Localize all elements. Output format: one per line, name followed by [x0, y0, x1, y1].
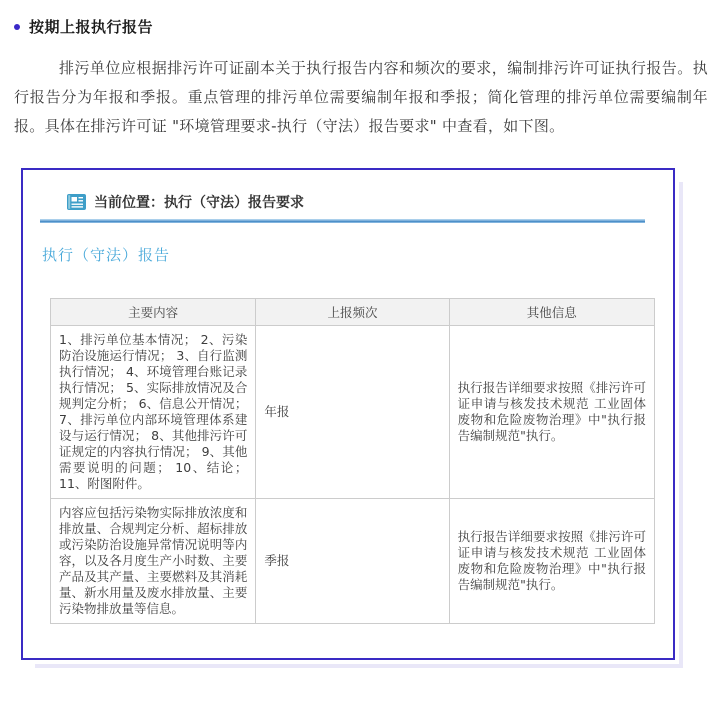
- report-requirements-panel: [21, 168, 675, 660]
- breadcrumb-row: [67, 192, 651, 212]
- cell-annual-frequency: 年报: [256, 326, 449, 499]
- table-row-quarterly: [51, 499, 655, 624]
- table-header-row: [51, 299, 655, 326]
- cell-quarterly-main-content: 内容应包括污染物实际排放浓度和排放量、合规判定分析、超标排放或污染防治设施异常情况说明等内容，以及各月度生产小时数、主要产品及其产量、主要燃料及其消耗量、新水用量及废水排放量、主要污染物排放量等信息。: [51, 499, 256, 624]
- cell-annual-main-content: 1、排污单位基本情况； 2、污染防治设施运行情况； 3、自行监测执行情况； 4、环境管理台账记录执行情况； 5、实际排放情况及合规判定分析； 6、信息公开情况； 7、排污单位内部环境管理体系建设与运行情况； 8、其他排污许可证规定的内容执行情况； 9、其他需要说明的问题； 10、结论； 11、附图附件。: [51, 326, 256, 499]
- topic-heading-row: [14, 16, 708, 37]
- section-heading: 按期上报执行报告: [29, 18, 154, 36]
- intro-paragraph: 排污单位应根据排污许可证副本关于执行报告内容和频次的要求，编制排污许可证执行报告。执行报告分为年报和季报。重点管理的排污单位需要编制年报和季报；简化管理的排污单位需要编制年报。具体在排污许可证 "环境管理要求-执行（守法）报告要求" 中查看，如下图。: [14, 59, 708, 135]
- breadcrumb: 当前位置：执行（守法）报告要求: [94, 195, 304, 211]
- cell-quarterly-other-info: 执行报告详细要求按照《排污许可证申请与核发技术规范 工业固体废物和危险废物治理》中"执行报告编制规范"执行。: [449, 499, 654, 624]
- cell-annual-other-info: 执行报告详细要求按照《排污许可证申请与核发技术规范 工业固体废物和危险废物治理》中"执行报告编制规范"执行。: [449, 326, 654, 499]
- report-requirements-table: [50, 298, 655, 624]
- col-header-main-content: 主要内容: [51, 299, 256, 326]
- panel-title: 执行（守法）报告: [42, 246, 171, 264]
- newspaper-icon: [67, 194, 86, 210]
- col-header-frequency: 上报频次: [256, 299, 449, 326]
- col-header-other-info: 其他信息: [449, 299, 654, 326]
- table-row-annual: [51, 326, 655, 499]
- cell-quarterly-frequency: 季报: [256, 499, 449, 624]
- bullet-marker: [14, 24, 20, 30]
- header-divider: [40, 219, 645, 223]
